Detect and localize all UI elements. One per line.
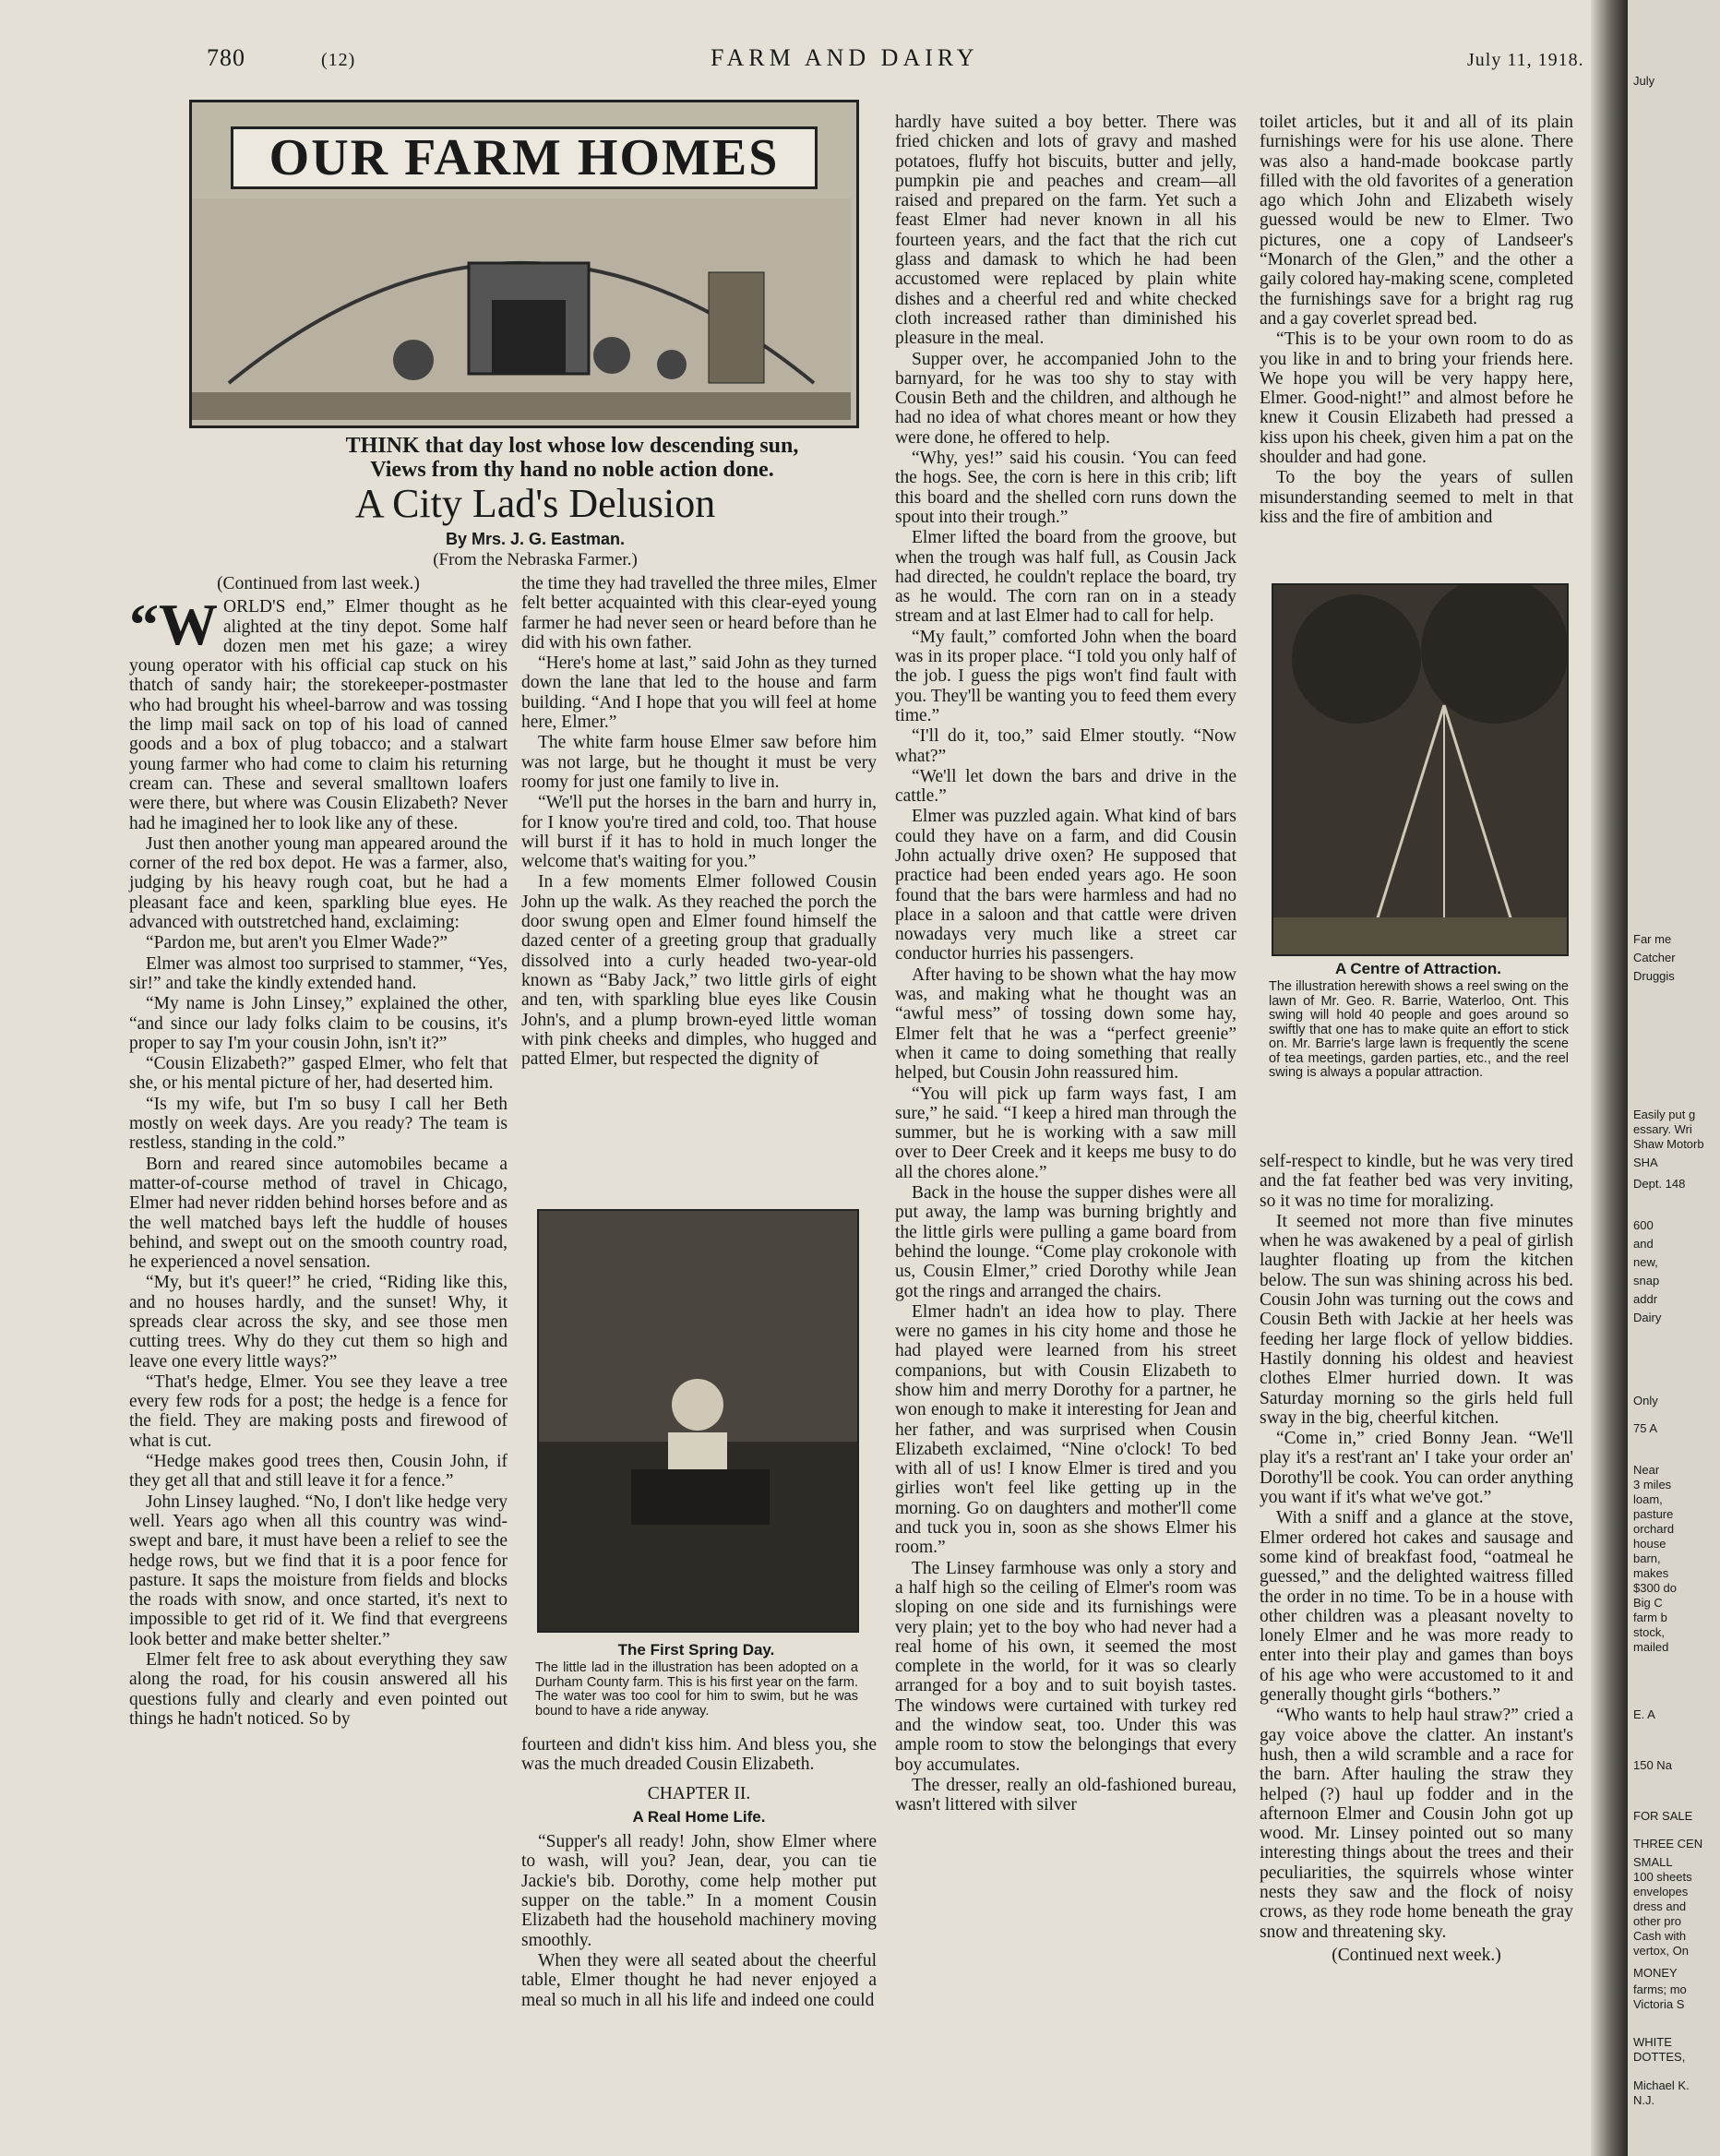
issue-date: July 11, 1918.: [1467, 50, 1584, 70]
photo1-title: The First Spring Day.: [617, 1641, 775, 1659]
photo1-caption: The little lad in the illustration has been adopted on a Durham County farm. This is his first year on the farm. The water was too cool for him to swim, but he was bound to have a ride anyway.: [535, 1660, 858, 1719]
our-farm-homes-banner: [189, 100, 859, 428]
paragraph: “I'll do it, too,” said Elmer stoutly. “Now what?”: [895, 726, 1236, 766]
adjacent-page-fragment: E. A: [1633, 1707, 1655, 1721]
paragraph: Supper over, he accompanied John to the barnyard, for he was too shy to stay with Cousin Beth and the children, and although he had no idea of what chores meant or how they were done, he offered to help.: [895, 349, 1236, 448]
chapter-subheading: A Real Home Life.: [632, 1807, 766, 1826]
publication-name: FARM AND DAIRY: [711, 44, 979, 71]
first-spring-day-photo: [537, 1209, 859, 1633]
paragraph: “Come in,” cried Bonny Jean. “We'll play it's a rest'rant an' I take your order an' Dorothy'll be cook. You can order anything you want if it's what we've got.”: [1260, 1429, 1573, 1508]
paragraph: “Here's home at last,” said John as they turned down the lane that led to the house and farm building. “And I hope that you will feel at home here, Elmer.”: [521, 653, 877, 733]
banner-title: OUR FARM HOMES: [231, 126, 818, 189]
adjacent-page-fragment: and: [1633, 1237, 1654, 1251]
paragraph-text: ORLD'S end,” Elmer thought as he alighted at the tiny depot. Some half dozen men met his gaze; a wirey young operator with his official cap stuck on his thatch of sandy hair; the storekeeper-postmaster who had brought his wheel-barrow and was tossing the limp mail sack on top of his load of canned goods and a box of plug tobacco; and a stalwart young farmer who had come to claim his returning cream can. These and several smalltown loafers were there, but where was Cousin Elizabeth? Never had he imagined her to look like any of these.: [129, 597, 508, 833]
adjacent-page-fragment: Near: [1633, 1463, 1660, 1477]
paragraph: In a few moments Elmer followed Cousin John up the walk. As they reached the porch the door swung open and Elmer found himself the dazed center of a greeting group that gradually dissolved into a curly headed two-year-old known as “Baby Jack,” two little girls of eight and ten, with sparkling blue eyes like Cousin John's, and a plump brown-eyed little woman with pink cheeks and dimples, who hugged and patted Elmer, but respected the dignity of: [521, 872, 877, 1070]
chapter-heading: CHAPTER II.: [647, 1783, 751, 1803]
adjacent-page-fragment: 150 Na: [1633, 1758, 1672, 1772]
paragraph: The dresser, really an old-fashioned bureau, wasn't littered with silver: [895, 1775, 1236, 1815]
fireside-family-illustration: [192, 198, 851, 420]
paragraph: self-respect to kindle, but he was very tired and the fat feather bed was very inviting, so it was no time for moralizing.: [1260, 1152, 1573, 1211]
continued-from: (Continued from last week.): [217, 574, 420, 593]
adjacent-page-fragment: mailed: [1633, 1640, 1669, 1654]
paragraph: “Pardon me, but aren't you Elmer Wade?”: [146, 933, 448, 953]
paragraph: It seemed not more than five minutes when he was awakened by a peal of girlish laughter floating up from the kitchen below. The sun was shining across his bed. Cousin John was turning out the cows and Cousin Beth with Jackie at her heels was feeding her large flock of yellow biddies. Hastily donning his oldest and heaviest clothes Elmer hurried down. It was Saturday morning so the girls held full sway in the big, cheerful kitchen.: [1260, 1211, 1573, 1428]
epigraph-line-2: Views from thy hand no noble action done.: [370, 458, 774, 482]
paragraph: Elmer was puzzled again. What kind of bars could they have on a farm, and did Cousin John actually drive oxen? He supposed that practice had been ended years ago. He soon found that the bars were harmless and had no place in a saloon and that cattle were driven nowadays very much like a street car conductor hurries his passengers.: [895, 807, 1236, 964]
article-source: (From the Nebraska Farmer.): [433, 550, 638, 569]
continued-next: (Continued next week.): [1332, 1945, 1501, 1965]
adjacent-page-fragment: DOTTES,: [1633, 2050, 1686, 2064]
adjacent-page-fragment: SMALL: [1633, 1855, 1673, 1869]
paragraph: toilet articles, but it and all of its plain furnishings were for his use alone. There was also a hand-made bookcase partly filled with the old favorites of a generation ago which John and Elizabeth wisely guessed would be new to Elmer. Two pictures, one a copy of Landseer's “Monarch of the Glen,” and the other a gaily colored hay-making scene, completed the furnishings save for a bright rag rug and a gay coverlet spread bed.: [1260, 113, 1573, 329]
reel-swing-illustration: [1273, 585, 1567, 954]
adjacent-page-fragment: addr: [1633, 1292, 1658, 1306]
paragraph: “We'll let down the bars and drive in the cattle.”: [895, 766, 1236, 807]
column-2-lower: [521, 1735, 877, 2011]
adjacent-page-fragment: Only: [1633, 1394, 1658, 1407]
paragraph: “This is to be your own room to do as you like in and to bring your friends here. We hope you will be very happy here, Elmer. Good-night!” and almost before he knew it Cousin Elizabeth had pressed a kiss upon his cheek, given him a pat on the shoulder and had gone.: [1260, 329, 1573, 468]
adjacent-page-fragment: Dept. 148: [1633, 1177, 1686, 1191]
adjacent-page-fragment: Shaw Motorb: [1633, 1137, 1704, 1151]
paragraph: “Who wants to help haul straw?” cried a gay voice above the clatter. An instant's hush, then a wild scramble and a race for the barn. After hauling the straw they helped (?) haul up fodder and in the afternoon Elmer and Cousin John got up wood. Mr. Linsey pointed out so many interesting things about the trees and their peculiarities, the squirrels whose winter nests they saw and the flock of noisy crows, as they rode home beneath the gray snow and threatening sky.: [1260, 1706, 1573, 1942]
paragraph: Elmer hadn't an idea how to play. There were no games in his city home and those he had played were learned from his street companions, but with Cousin Elizabeth to show him and merry Dorothy for a partner, he won enough to make it interesting for Jean and her father, and was surprised when Cousin Elizabeth exclaimed, “Nine o'clock! To bed with all of us! I know Elmer is tired and you girlies won't feel like getting up in the morning. Go on daughters and mother'll come and tuck you in, soon as she shows Elmer his room.”: [895, 1301, 1236, 1558]
article-title: A City Lad's Delusion: [354, 481, 716, 526]
paragraph: [129, 592, 508, 833]
boy-in-tub-illustration: [539, 1211, 857, 1631]
adjacent-page-fragment: 600: [1633, 1218, 1654, 1232]
paragraph: “My, but it's queer!” he cried, “Riding like this, and no houses hardly, and the sunset! Why, it spreads clear across the sky, and see those men cutting trees. Why do they cut them so high and leave one every little ways?”: [129, 1273, 508, 1371]
paragraph: “My name is John Linsey,” explained the other, “and since our lady folks claim to be cousins, it's proper to say I'm your cousin John, isn't it?”: [129, 994, 508, 1053]
paragraph: “Cousin Elizabeth?” gasped Elmer, who felt that she, or his mental picture of her, had deserted him.: [129, 1054, 508, 1094]
adjacent-page-fragment: vertox, On: [1633, 1944, 1689, 1958]
column-4: [1260, 113, 1573, 528]
adjacent-page-fragment: MONEY: [1633, 1966, 1678, 1980]
paragraph: John Linsey laughed. “No, I don't like hedge very well. Years ago when all this country was wind-swept and bare, it must have been a relief to see the hedge rows, but we find that it is a poor fence for pasture. It saps the moisture from fields and blocks the roads with snow, and once started, it's next to impossible to get rid of it. We find that evergreens look better and make better shelter.”: [129, 1491, 508, 1649]
adjacent-page-fragment: dress and: [1633, 1899, 1687, 1913]
paragraph: “That's hedge, Elmer. You see they leave a tree every few rods for a post; the hedge is a fence for the field. They are making posts and firewood of what is cut.: [129, 1371, 508, 1451]
adjacent-page-fragment: Michael K.: [1633, 2078, 1690, 2092]
paragraph: Just then another young man appeared around the corner of the red box depot. He was a farmer, also, judging by his heavy rough coat, but he had a pleasant face and keen, sparkling blue eyes. He advanced with outstretched hand, exclaiming:: [129, 833, 508, 933]
paragraph: To the boy the years of sullen misunderstanding seemed to melt in that kiss and the fire of ambition and: [1260, 468, 1573, 527]
paragraph: hardly have suited a boy better. There was fried chicken and lots of gravy and mashed potatoes, fluffy hot biscuits, butter and jelly, pumpkin pie and peaches and cream—all raised and prepared on the farm. Yet such a feast Elmer had never known in all his fourteen years, and the fact that the rich cut glass and damask to which he had been accustomed were replaced by plain white dishes and a cheerful red and white checked cloth increased rather than diminished his pleasure in the meal.: [895, 113, 1236, 349]
adjacent-page-fragment: orchard: [1633, 1522, 1675, 1536]
drop-cap: “W: [129, 592, 218, 658]
adjacent-page-fragment: 100 sheets: [1633, 1870, 1692, 1884]
paragraph: “We'll put the horses in the barn and hurry in, for I know you're tired and cold, too. That house will burst if it has to hold in much longer the welcome that's waiting for you.”: [521, 793, 877, 872]
adjacent-page-fragment: SHA: [1633, 1156, 1658, 1169]
paragraph: the time they had travelled the three miles, Elmer felt better acquainted with this clear-eyed young farmer he had never seen or heard before than he did with his own father.: [521, 574, 877, 653]
column-4-lower: [1260, 1152, 1573, 1966]
adjacent-page-fragment: farms; mo: [1633, 1982, 1687, 1996]
adjacent-page-fragment: barn,: [1633, 1551, 1661, 1565]
adjacent-page-fragment: Far me: [1633, 932, 1672, 946]
column-1: [129, 574, 508, 1730]
paragraph: fourteen and didn't kiss him. And bless you, she was the much dreaded Cousin Elizabeth.: [521, 1735, 877, 1775]
paragraph: With a sniff and a glance at the stove, Elmer ordered hot cakes and sausage and some kind of breakfast food, “oatmeal he guessed,” and the delighted waitress filled the order in no time. To be in a house with other children was a pleasant novelty to lonely Elmer and he was more ready to enter into their play and games than boys of his age who were accustomed to it and generally thought girls “bothers.”: [1260, 1508, 1573, 1706]
paragraph: “My fault,” comforted John when the board was in its proper place. “I told you only half of the job. I guess the pigs won't find fault with you. They'll be wanting you to feed them every time.”: [895, 627, 1236, 725]
adjacent-page-fragment: $300 do: [1633, 1581, 1677, 1595]
adjacent-page-fragment: FOR SALE: [1633, 1809, 1693, 1823]
paragraph: The Linsey farmhouse was only a story and a half high so the ceiling of Elmer's room was sloping on one side and its furnishings were very plain; yet to the boy who had never had a real home of his own, it seemed the most complete in the world, for it was so clearly arranged for a boy and to suit boyish tastes. The windows were curtained with turkey red and the window seat, too. Under this was ample room to stow the belongings that every boy accumulates.: [895, 1558, 1236, 1775]
issue-mark: (12): [321, 50, 356, 70]
adjacent-page-fragment: Big C: [1633, 1596, 1663, 1610]
paragraph: “You will pick up farm ways fast, I am sure,” he said. “I keep a hired man through the summer, but he is working with a saw mill over to Deer Creek and it keeps me busy to do all the chores alone.”: [895, 1084, 1236, 1182]
adjacent-page-fragment: pasture: [1633, 1507, 1674, 1521]
adjacent-page-fragment: 3 miles: [1633, 1478, 1672, 1491]
paragraph: Born and reared since automobiles became a matter-of-course method of travel in Chicago, Elmer had never ridden behind horses before and as the well matched bays left the huddle of houses behind, and swept out on the smooth country road, he experienced a novel sensation.: [129, 1154, 508, 1273]
adjacent-page-fragment: Victoria S: [1633, 1997, 1685, 2011]
paragraph: “Hedge makes good trees then, Cousin John, if they get all that and still leave it for a fence.”: [129, 1452, 508, 1491]
epigraph: [314, 434, 830, 482]
adjacent-page-fragment: makes: [1633, 1566, 1669, 1580]
centre-of-attraction-photo: [1272, 583, 1569, 956]
adjacent-page-fragment: house: [1633, 1537, 1666, 1551]
adjacent-page-fragment: new,: [1633, 1255, 1658, 1269]
adjacent-page-fragment: THREE CEN: [1633, 1837, 1703, 1851]
adjacent-page-fragment: stock,: [1633, 1625, 1665, 1639]
adjacent-page-fragment: Druggis: [1633, 969, 1675, 983]
adjacent-page-fragment: other pro: [1633, 1914, 1682, 1928]
adjacent-page-edge: [1628, 0, 1720, 2156]
paragraph: Back in the house the supper dishes were all put away, the lamp was burning brightly and the little girls were pulling a game board from behind the lounge. “Come play crokonole with us, Cousin Elmer,” cried Dorothy while Jean got the rings and arranged the chairs.: [895, 1183, 1236, 1301]
adjacent-page-fragment: Cash with: [1633, 1929, 1687, 1943]
adjacent-page-fragment: envelopes: [1633, 1885, 1689, 1898]
binding-gutter: [1591, 0, 1628, 2156]
adjacent-page-fragment: essary. Wri: [1633, 1122, 1692, 1136]
adjacent-page-fragment: farm b: [1633, 1611, 1667, 1624]
paragraph: “Is my wife, but I'm so busy I call her Beth mostly on week days. Are you ready? The team is restless, standing in the cold.”: [129, 1094, 508, 1154]
page-number: 780: [207, 44, 245, 71]
paragraph: “Supper's all ready! John, show Elmer where to wash, will you? Jean, dear, you can tie Jackie's bib. Dorothy, come help mother put supper on the table.” In a moment Cousin Elizabeth had the household machinery moving smoothly.: [521, 1832, 877, 1950]
adjacent-page-fragment: July: [1633, 74, 1655, 88]
adjacent-page-fragment: loam,: [1633, 1492, 1663, 1506]
paragraph: After having to be shown what the hay mow was, and making what he thought was an “awful mess” of tossing down some hay, Elmer felt that he was a “perfect greenie” when it came to doing something that really helped, but Cousin John reassured him.: [895, 964, 1236, 1084]
paragraph: Elmer lifted the board from the groove, but when the trough was half full, as Cousin Jack had directed, he couldn't replace the board, try as he would. The corn ran on in a steady stream and at last Elmer had to call for help.: [895, 528, 1236, 627]
column-2: [521, 574, 877, 1070]
adjacent-page-fragment: 75 A: [1633, 1421, 1658, 1435]
paragraph: “Why, yes!” said his cousin. ‘You can feed the hogs. See, the corn is here in this crib; lift this board and the shelled corn runs down the spout into their trough.”: [895, 449, 1236, 527]
adjacent-page-fragment: N.J.: [1633, 2093, 1655, 2107]
epigraph-line-1: THINK that day lost whose low descending sun,: [345, 434, 799, 458]
adjacent-page-fragment: Dairy: [1633, 1311, 1662, 1324]
paragraph: Elmer felt free to ask about everything they saw along the road, for his cousin answered all his questions fully and clearly and even pointed out things he hadn't noticed. So by: [129, 1650, 508, 1729]
adjacent-page-fragment: Easily put g: [1633, 1108, 1696, 1121]
paragraph: The white farm house Elmer saw before him was not large, but he thought it must be very roomy for just one family to live in.: [521, 733, 877, 792]
column-3: [895, 113, 1236, 1816]
paragraph: Elmer was almost too surprised to stammer, “Yes, sir!” and take the kindly extended hand.: [129, 953, 508, 993]
article-byline: By Mrs. J. G. Eastman.: [445, 530, 626, 548]
adjacent-page-fragment: Catcher: [1633, 951, 1676, 964]
adjacent-page-fragment: WHITE: [1633, 2035, 1672, 2049]
photo2-caption: The illustration herewith shows a reel swing on the lawn of Mr. Geo. R. Barrie, Waterloo, Ont. This swing will hold 40 people and goes around so swiftly that one has to make quite an effort to stick on. Mr. Barrie's large lawn is frequently the scene of tea meetings, garden parties, etc., and the reel swing is always a popular attraction.: [1269, 979, 1569, 1080]
paragraph: When they were all seated about the cheerful table, Elmer thought he had never enjoyed a meal so much in all his life and indeed one could: [521, 1950, 877, 2010]
photo2-title: A Centre of Attraction.: [1334, 960, 1502, 977]
adjacent-page-fragment: snap: [1633, 1274, 1660, 1288]
